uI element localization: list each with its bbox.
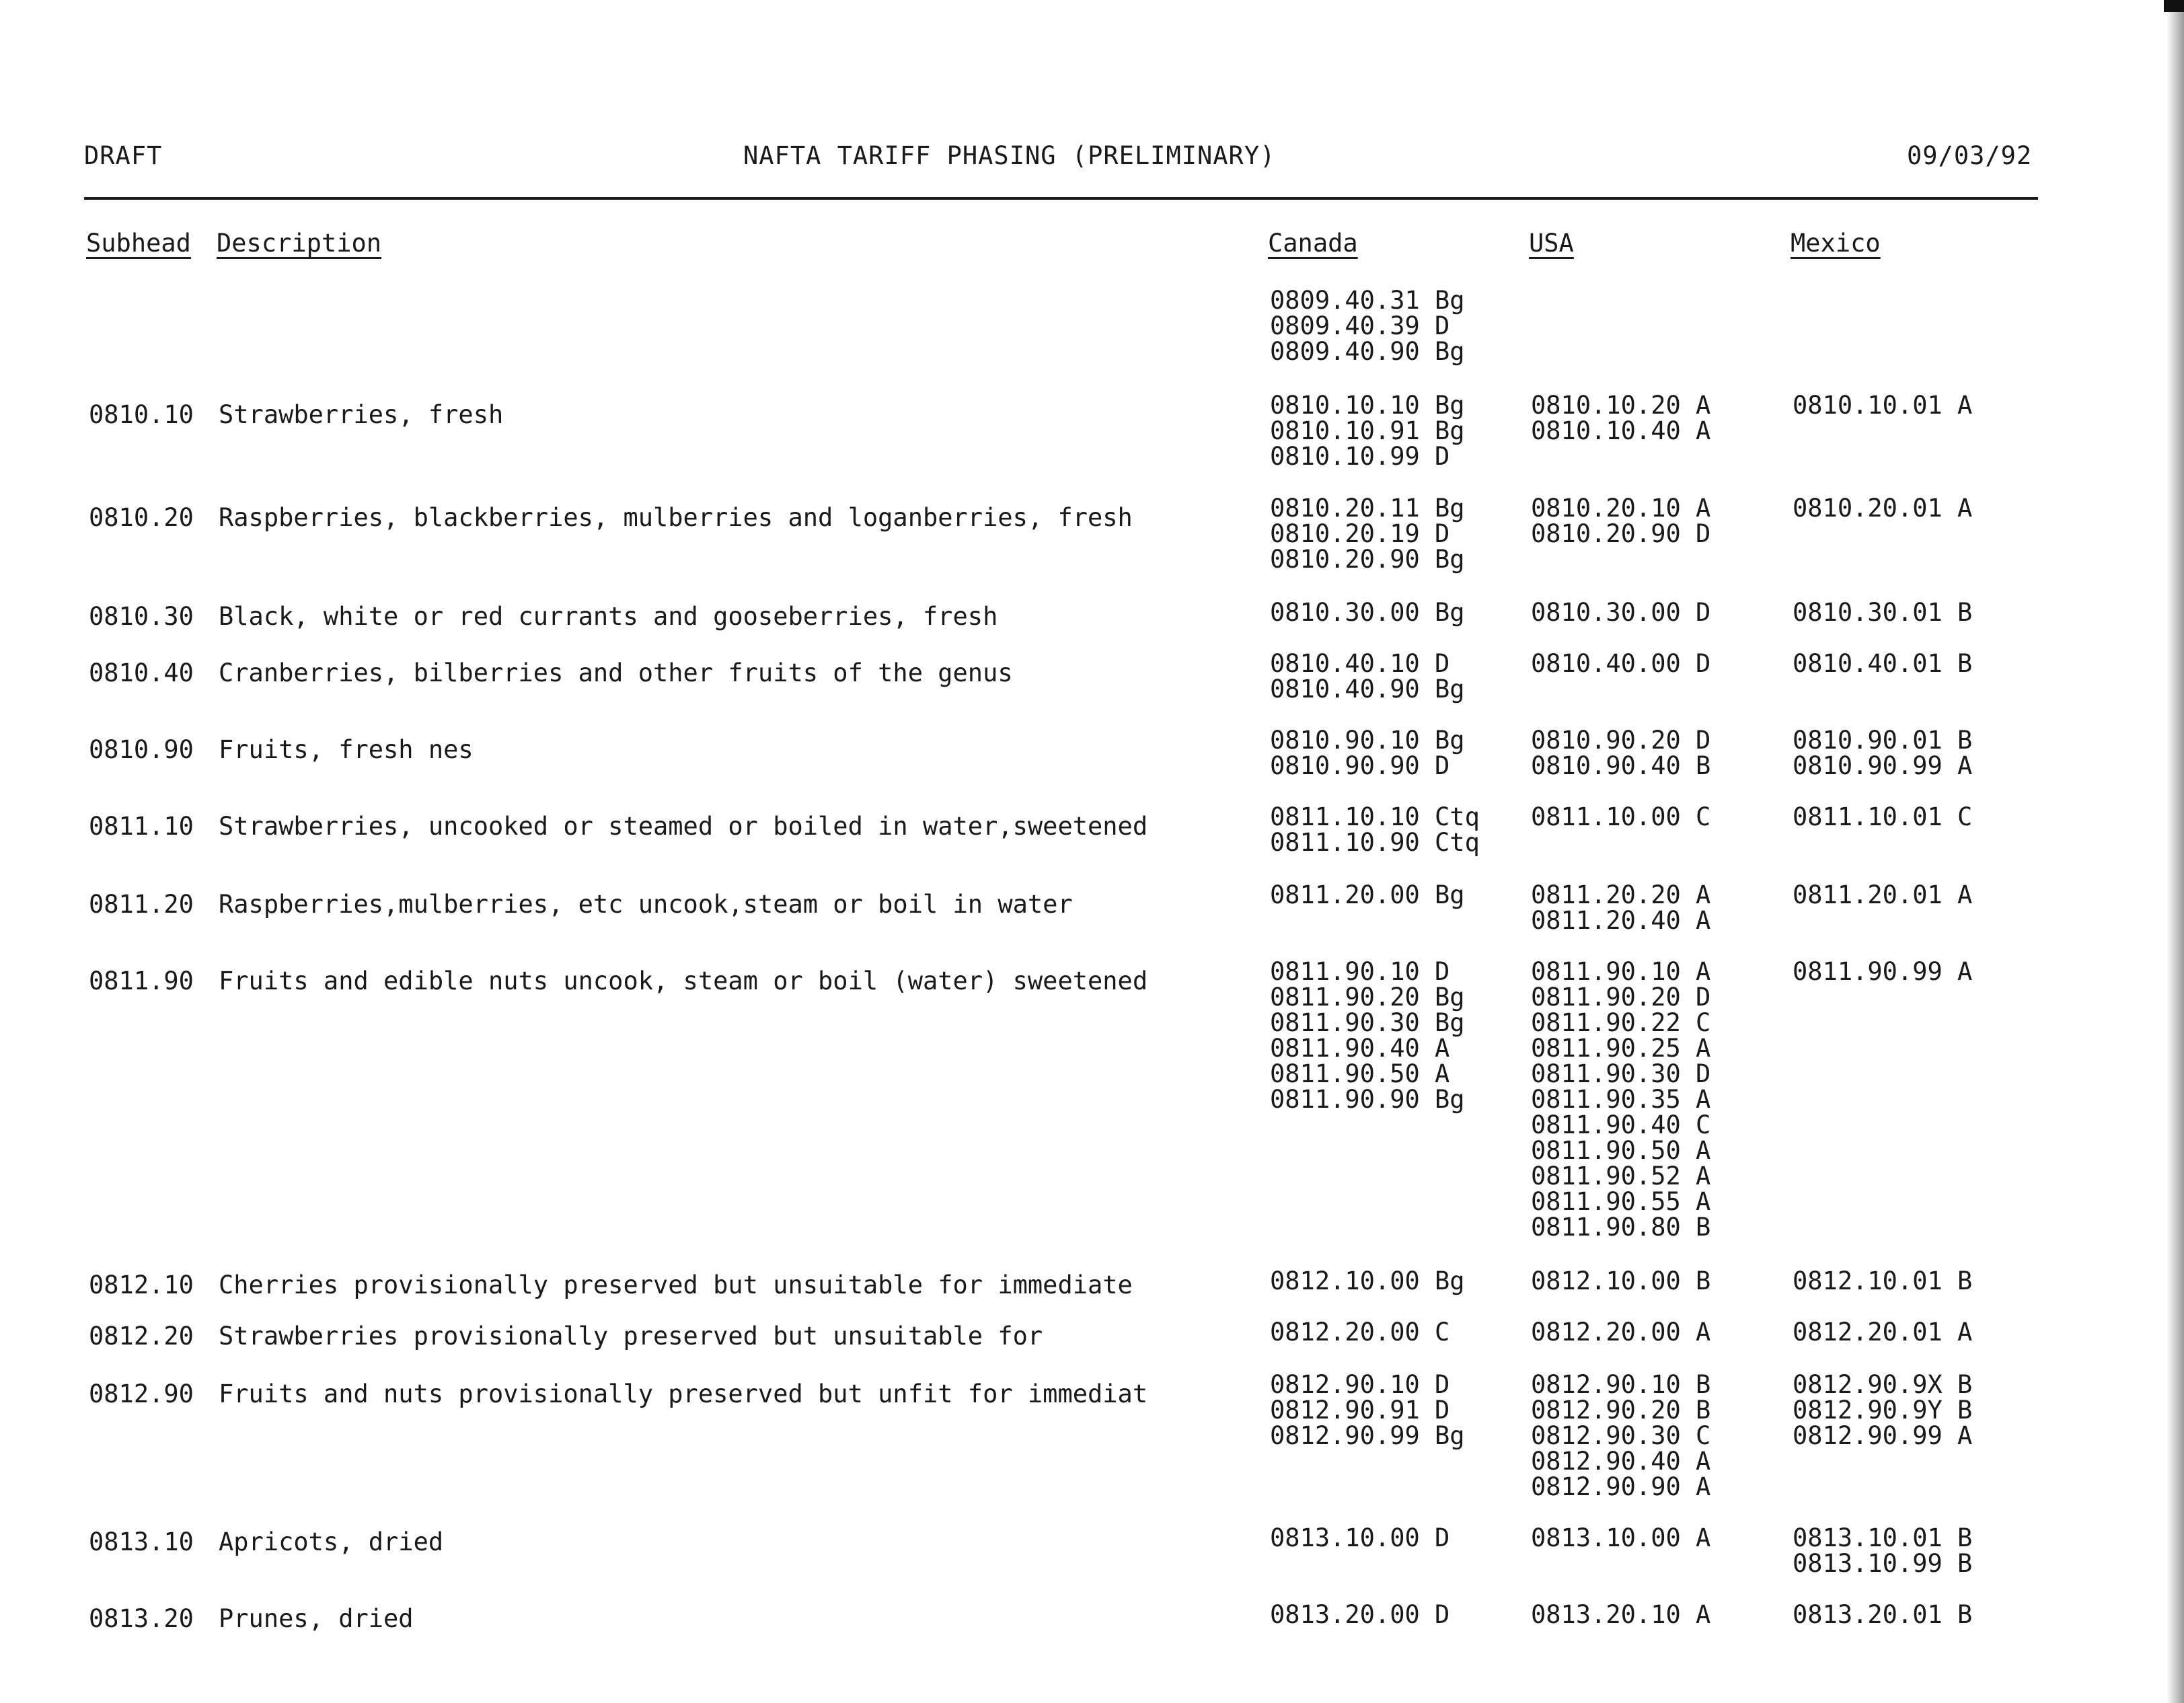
usa-code: 0812.90.30 C [1531,1421,1711,1450]
canada-code: 0810.10.91 Bg [1270,416,1465,445]
canada-codes [1270,1602,1449,1628]
mexico-codes [1793,804,1972,830]
description-text: Fruits and edible nuts uncook, steam or boil (water) sweetened [219,967,1148,995]
canada-codes [1270,728,1465,779]
canada-code: 0811.90.30 Bg [1270,1008,1465,1037]
canada-code: 0812.90.99 Bg [1270,1421,1465,1450]
canada-code: 0811.90.10 D [1270,957,1450,986]
canada-code: 0811.90.20 Bg [1270,983,1465,1012]
canada-code: 0810.10.10 Bg [1270,391,1465,420]
canada-codes [1270,1372,1465,1449]
document-date: 09/03/92 [1907,141,2033,170]
canada-codes [1270,496,1465,572]
mexico-code: 0810.90.01 B [1793,726,1973,755]
mexico-code: 0810.10.01 A [1793,391,1973,420]
description-text: Strawberries, uncooked or steamed or boiled in water,sweetened [219,812,1148,841]
mexico-codes [1793,728,1972,779]
usa-code: 0810.20.90 D [1531,519,1711,548]
usa-codes [1531,1372,1710,1500]
usa-code: 0811.90.30 D [1531,1059,1711,1088]
canada-code: 0810.20.90 Bg [1270,545,1465,574]
canada-codes [1270,393,1465,469]
canada-code: 0810.20.19 D [1270,519,1450,548]
column-header-usa: USA [1529,229,1574,258]
description-text: Fruits and nuts provisionally preserved but unfit for immediat [219,1379,1148,1408]
usa-code: 0813.20.10 A [1531,1600,1711,1629]
canada-code: 0812.10.00 Bg [1270,1266,1465,1295]
usa-code: 0810.10.40 A [1531,416,1711,445]
usa-code: 0810.40.00 D [1531,649,1711,678]
description-text: Apricots, dried [219,1527,444,1556]
usa-code: 0810.10.20 A [1531,391,1711,420]
usa-code: 0811.90.25 A [1531,1034,1711,1063]
canada-codes [1270,1266,1465,1295]
usa-code: 0812.10.00 B [1531,1266,1711,1295]
mexico-code: 0812.90.9Y B [1793,1396,1973,1425]
usa-codes [1531,651,1710,677]
usa-code: 0812.90.40 A [1531,1447,1711,1476]
usa-code: 0812.90.20 B [1531,1396,1711,1425]
column-header-description: Description [217,229,382,258]
canada-code: 0810.30.00 Bg [1270,598,1465,627]
mexico-codes [1793,1372,1972,1449]
subhead-code: 0810.40 [89,658,194,687]
subhead-code: 0810.10 [89,400,194,429]
canada-codes [1270,804,1480,856]
usa-code: 0811.20.20 A [1531,880,1711,909]
description-text: Strawberries, fresh [219,400,504,429]
usa-code: 0811.90.50 A [1531,1136,1711,1165]
canada-code: 0809.40.31 Bg [1270,286,1465,315]
mexico-code: 0813.10.99 B [1793,1549,1973,1578]
mexico-code: 0811.20.01 A [1793,880,1973,909]
subhead-code: 0811.90 [89,967,194,995]
usa-code: 0811.10.00 C [1531,802,1711,831]
usa-code: 0811.20.40 A [1531,906,1711,935]
canada-code: 0813.10.00 D [1270,1523,1450,1552]
mexico-codes [1793,1266,1973,1295]
canada-code: 0810.10.99 D [1270,442,1450,471]
mexico-code: 0813.20.01 B [1793,1600,1973,1629]
canada-code: 0809.40.90 Bg [1270,337,1465,366]
mexico-code: 0812.10.01 B [1793,1266,1973,1295]
canada-code: 0811.10.90 Ctq [1270,828,1480,857]
usa-codes [1531,1602,1710,1628]
usa-codes [1531,600,1710,626]
mexico-code: 0812.90.99 A [1793,1421,1973,1450]
usa-code: 0812.20.00 A [1531,1318,1711,1347]
usa-code: 0810.90.40 B [1531,751,1711,780]
mexico-codes [1793,1602,1972,1628]
canada-code: 0811.20.00 Bg [1270,880,1465,909]
mexico-code: 0810.20.01 A [1793,494,1973,523]
canada-code: 0813.20.00 D [1270,1600,1450,1629]
column-header-mexico: Mexico [1791,229,1881,258]
mexico-codes [1793,393,1972,418]
canada-code: 0811.10.10 Ctq [1270,802,1480,831]
subhead-code: 0810.90 [89,735,194,764]
description-text: Fruits, fresh nes [219,735,474,764]
canada-codes [1270,882,1465,908]
canada-code: 0811.90.90 Bg [1270,1085,1465,1114]
usa-code: 0811.90.55 A [1531,1187,1711,1216]
description-text: Cranberries, bilberries and other fruits of the genus [219,658,1013,687]
usa-code: 0811.90.52 A [1531,1162,1711,1190]
draft-label: DRAFT [84,141,163,170]
usa-codes [1531,1266,1711,1295]
column-header-canada: Canada [1268,229,1358,258]
scan-edge-shadow [2167,0,2184,1703]
usa-codes [1531,393,1710,444]
description-text: Cherries provisionally preserved but unsuitable for immediate [219,1271,1133,1299]
canada-codes [1270,600,1465,626]
usa-code: 0812.90.10 B [1531,1370,1711,1399]
canada-code: 0812.90.91 D [1270,1396,1450,1425]
column-header-subhead: Subhead [86,229,191,258]
usa-code: 0811.90.40 C [1531,1110,1711,1139]
canada-code: 0810.90.10 Bg [1270,726,1465,755]
subhead-code: 0812.10 [89,1271,194,1299]
mexico-code: 0810.30.01 B [1793,598,1973,627]
subhead-code: 0813.10 [89,1527,194,1556]
mexico-code: 0812.90.9X B [1793,1370,1973,1399]
usa-codes [1531,728,1710,779]
description-text: Black, white or red currants and gooseberries, fresh [219,602,998,631]
usa-code: 0813.10.00 A [1531,1523,1711,1552]
subhead-code: 0810.30 [89,602,194,631]
page-title: NAFTA TARIFF PHASING (PRELIMINARY) [743,141,1276,170]
usa-codes [1531,882,1710,934]
canada-code: 0812.20.00 C [1270,1318,1450,1347]
mexico-code: 0811.10.01 C [1793,802,1973,831]
mexico-codes [1793,496,1972,521]
subhead-code: 0812.90 [89,1379,194,1408]
usa-codes [1531,496,1710,547]
canada-code: 0810.40.10 D [1270,649,1450,678]
canada-code: 0811.90.50 A [1270,1059,1450,1088]
mexico-codes [1793,1525,1972,1577]
subhead-code: 0810.20 [89,503,194,532]
canada-code: 0810.40.90 Bg [1270,675,1465,704]
description-text: Raspberries, blackberries, mulberries and loganberries, fresh [219,503,1133,532]
canada-codes [1270,288,1465,365]
canada-codes [1270,1525,1449,1551]
mexico-code: 0810.40.01 B [1793,649,1973,678]
subhead-code: 0812.20 [89,1322,194,1351]
mexico-code: 0810.90.99 A [1793,751,1973,780]
usa-code: 0811.90.10 A [1531,957,1711,986]
description-text: Raspberries,mulberries, etc uncook,steam or boil in water [219,890,1073,919]
canada-codes [1270,651,1465,702]
usa-code: 0810.20.10 A [1531,494,1711,523]
usa-code: 0810.90.20 D [1531,726,1711,755]
usa-codes [1531,959,1710,1240]
subhead-code: 0811.10 [89,812,194,841]
canada-code: 0811.90.40 A [1270,1034,1450,1063]
usa-code: 0811.90.22 C [1531,1008,1711,1037]
mexico-codes [1793,1320,1972,1345]
canada-codes [1270,1320,1449,1345]
mexico-codes [1793,959,1972,985]
scan-edge-mark [2164,0,2184,12]
mexico-codes [1793,651,1972,677]
usa-code: 0811.90.80 B [1531,1213,1711,1242]
usa-codes [1531,1320,1710,1345]
subhead-code: 0811.20 [89,890,194,919]
canada-code: 0810.20.11 Bg [1270,494,1465,523]
subhead-code: 0813.20 [89,1604,194,1633]
mexico-code: 0812.20.01 A [1793,1318,1973,1347]
mexico-code: 0813.10.01 B [1793,1523,1973,1552]
usa-code: 0811.90.20 D [1531,983,1711,1012]
usa-code: 0810.30.00 D [1531,598,1711,627]
canada-code: 0812.90.10 D [1270,1370,1450,1399]
mexico-code: 0811.90.99 A [1793,957,1973,986]
canada-codes [1270,959,1465,1112]
usa-codes [1531,804,1710,830]
usa-codes [1531,1525,1710,1551]
description-text: Strawberries provisionally preserved but unsuitable for [219,1322,1043,1351]
mexico-codes [1793,882,1972,908]
usa-code: 0811.90.35 A [1531,1085,1711,1114]
mexico-codes [1793,600,1972,626]
canada-code: 0809.40.39 D [1270,311,1450,340]
description-text: Prunes, dried [219,1604,414,1633]
header-rule [84,197,2038,200]
canada-code: 0810.90.90 D [1270,751,1450,780]
usa-code: 0812.90.90 A [1531,1472,1711,1501]
